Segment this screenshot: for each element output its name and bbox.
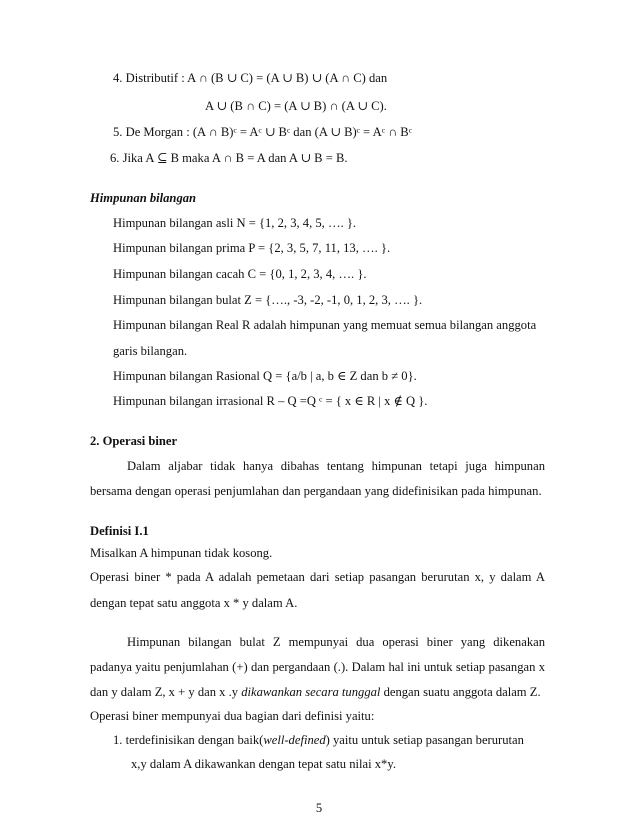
definition-heading: Definisi I.1	[90, 524, 149, 538]
himpunan-item: Himpunan bilangan cacah C = {0, 1, 2, 3, 4, …. }.	[113, 267, 367, 281]
property-distributive-1: 4. Distributif : A ∩ (B ∪ C) = (A ∪ B) ∪ (A ∩ C) dan	[113, 71, 388, 85]
emphasis-text: dikawankan secara tunggal	[241, 685, 381, 699]
paragraph-line: Dalam aljabar tidak hanya dibahas tentang himpunan tetapi juga himpunan	[127, 459, 545, 473]
list-text	[113, 732, 524, 748]
list-item	[113, 732, 545, 748]
paragraph-line: padanya yaitu penjumlahan (+) dan pergandaan (.). Dalam hal ini untuk setiap pasangan x	[90, 660, 545, 674]
definition-line: Misalkan A himpunan tidak kosong.	[90, 546, 273, 560]
himpunan-item: Himpunan bilangan prima P = {2, 3, 5, 7, 11, 13, …. }.	[113, 241, 391, 255]
text-span: dan y dalam Z, x + y dan x .y	[90, 685, 242, 699]
himpunan-item: Himpunan bilangan irrasional R – Q =Q ᶜ = { x ∈ R | x ∉ Q }.	[113, 394, 428, 408]
paragraph-line	[90, 684, 541, 700]
definition-line: dengan tepat satu anggota x * y dalam A.	[90, 596, 298, 610]
himpunan-item: Himpunan bilangan Real R adalah himpunan yang memuat semua bilangan anggota	[113, 318, 537, 332]
page-number: 5	[315, 801, 323, 815]
paragraph-line: Himpunan bilangan bulat Z mempunyai dua operasi biner yang dikenakan	[127, 635, 545, 649]
definition-line: Operasi biner * pada A adalah pemetaan dari setiap pasangan berurutan x, y dalam A	[90, 570, 545, 584]
paragraph-line: bersama dengan operasi penjumlahan dan pergandaan yang didefinisikan pada himpunan.	[90, 484, 542, 498]
property-distributive-2: A ∪ (B ∩ C) = (A ∪ B) ∩ (A ∪ C).	[205, 99, 387, 113]
himpunan-item: Himpunan bilangan Rasional Q = {a/b | a, b ∈ Z dan b ≠ 0}.	[113, 369, 417, 383]
paragraph-line: Operasi biner mempunyai dua bagian dari definisi yaitu:	[90, 709, 375, 723]
property-subset: 6. Jika A ⊆ B maka A ∩ B = A dan A ∪ B = B.	[110, 151, 348, 165]
text-span: 1. terdefinisikan dengan baik(	[113, 733, 264, 747]
text-span: dengan suatu anggota dalam Z.	[380, 685, 541, 699]
himpunan-item: garis bilangan.	[113, 344, 188, 358]
himpunan-heading: Himpunan bilangan	[90, 191, 197, 205]
emphasis-text: well-defined	[263, 733, 326, 747]
himpunan-item: Himpunan bilangan asli N = {1, 2, 3, 4, 5, …. }.	[113, 216, 357, 230]
property-de-morgan: 5. De Morgan : (A ∩ B)ᶜ = Aᶜ ∪ Bᶜ dan (A ∪ B)ᶜ = Aᶜ ∩ Bᶜ	[113, 125, 412, 139]
text-span: ) yaitu untuk setiap pasangan berurutan	[325, 733, 524, 747]
section-heading: 2. Operasi biner	[90, 434, 178, 448]
list-item-continuation: x,y dalam A dikawankan dengan tepat satu nilai x*y.	[131, 757, 396, 771]
himpunan-item: Himpunan bilangan bulat Z = {…., -3, -2, -1, 0, 1, 2, 3, …. }.	[113, 293, 423, 307]
